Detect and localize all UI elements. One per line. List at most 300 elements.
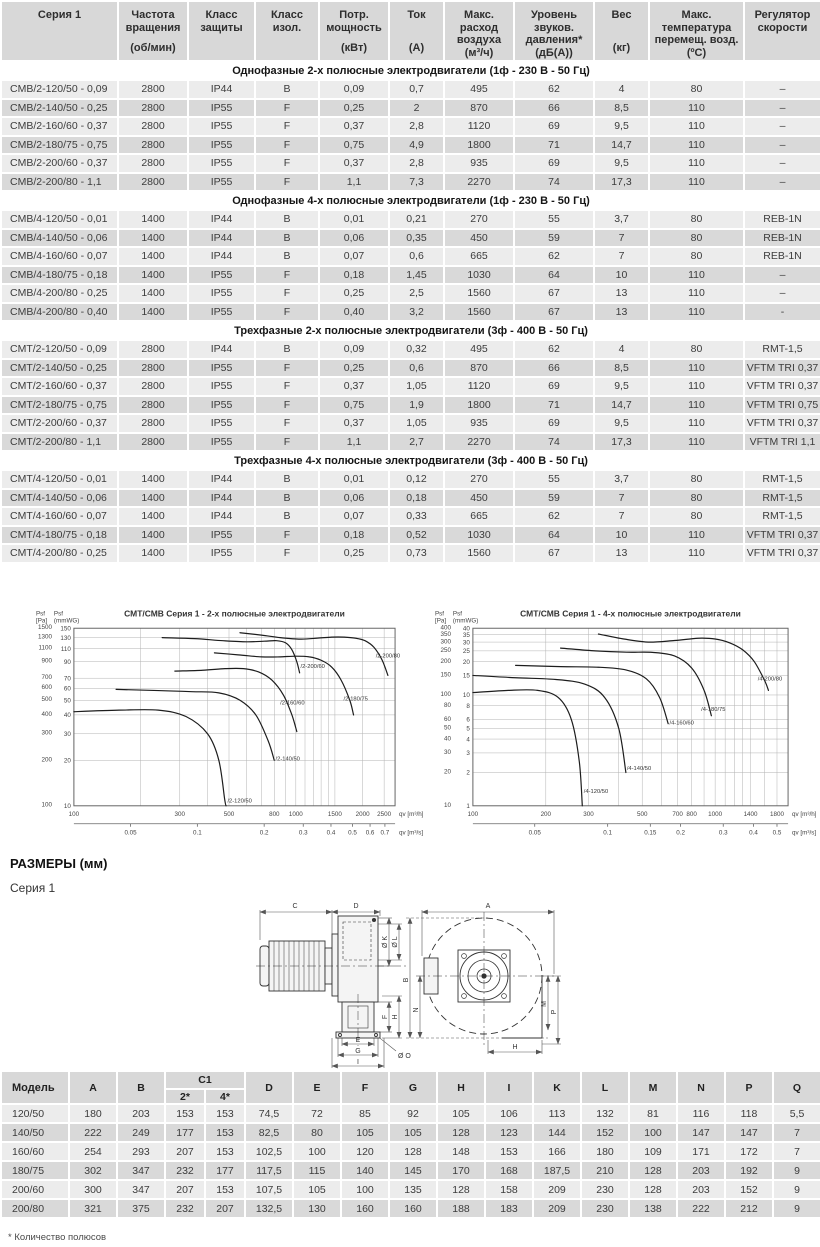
value-cell: 0,37 — [319, 377, 389, 396]
value-cell: 59 — [514, 489, 594, 508]
value-cell: 270 — [444, 470, 514, 489]
spec-col-header-10: Регулятор скорости — [744, 1, 820, 61]
value-cell: 110 — [649, 99, 744, 118]
curve-/4-140/50 — [473, 675, 626, 772]
dim-value-cell: 212 — [725, 1199, 773, 1218]
value-cell: 2800 — [118, 396, 188, 415]
dim-row — [1, 1142, 820, 1161]
value-cell: F — [255, 173, 319, 192]
value-cell: 1400 — [118, 470, 188, 489]
value-cell: VFTM TRI 0,75 — [744, 396, 820, 415]
y-tick-pa: 1500 — [37, 624, 52, 632]
model-cell: CMB/4-120/50 - 0,01 — [1, 210, 118, 229]
y-tick-pa: 900 — [41, 657, 52, 665]
value-cell: IP55 — [188, 526, 255, 545]
dim-col-header-G: G — [389, 1071, 437, 1104]
value-cell: 110 — [649, 433, 744, 452]
value-cell: F — [255, 433, 319, 452]
value-cell: 14,7 — [594, 396, 649, 415]
dim-value-cell: 153 — [205, 1180, 245, 1199]
value-cell: 80 — [649, 229, 744, 248]
spec-col-header-4: Потр. мощность (кВт) — [319, 1, 389, 61]
dim-value-cell: 232 — [165, 1161, 205, 1180]
dim-value-cell: 300 — [69, 1180, 117, 1199]
value-cell: 870 — [444, 99, 514, 118]
value-cell: 0,75 — [319, 136, 389, 155]
model-cell: CMB/2-160/60 - 0,37 — [1, 117, 118, 136]
bolt-hole-left — [339, 1034, 342, 1037]
value-cell: 0,6 — [389, 359, 444, 378]
spec-row — [1, 507, 820, 526]
value-cell: 0,07 — [319, 247, 389, 266]
value-cell: 2,8 — [389, 117, 444, 136]
value-cell: F — [255, 396, 319, 415]
dim-label-p: P — [551, 1009, 558, 1015]
value-cell: 110 — [649, 414, 744, 433]
dim-label-e: E — [355, 1037, 361, 1044]
chart-frame — [473, 628, 788, 806]
x-tick-m3h: 2500 — [377, 810, 392, 818]
dim-value-cell: 148 — [437, 1142, 485, 1161]
value-cell: 2270 — [444, 433, 514, 452]
value-cell: 13 — [594, 303, 649, 322]
performance-charts — [28, 604, 816, 846]
value-cell: 2800 — [118, 340, 188, 359]
spec-row — [1, 396, 820, 415]
dim-value-cell: 135 — [389, 1180, 437, 1199]
sizes-heading: РАЗМЕРЫ (мм) — [10, 856, 108, 871]
x-tick-m3h: 1000 — [288, 810, 303, 818]
dim-label-h-side: H — [392, 1014, 399, 1020]
dim-model-cell: 200/80 — [1, 1199, 69, 1218]
y-tick-mmwg: 5 — [466, 725, 470, 733]
value-cell: IP55 — [188, 284, 255, 303]
value-cell: 1400 — [118, 507, 188, 526]
y-tick-mmwg: 10 — [63, 802, 71, 810]
x-tick-m3h: 500 — [636, 810, 648, 818]
dim-value-cell: 130 — [293, 1199, 341, 1218]
value-cell: 110 — [649, 526, 744, 545]
value-cell: B — [255, 210, 319, 229]
value-cell: 2800 — [118, 377, 188, 396]
value-cell: – — [744, 136, 820, 155]
dim-value-cell: 128 — [629, 1180, 677, 1199]
value-cell: 62 — [514, 507, 594, 526]
value-cell: F — [255, 266, 319, 285]
value-cell: IP55 — [188, 173, 255, 192]
dim-value-cell: 109 — [629, 1142, 677, 1161]
value-cell: 80 — [649, 210, 744, 229]
value-cell: 2800 — [118, 173, 188, 192]
value-cell: 1800 — [444, 136, 514, 155]
value-cell: 13 — [594, 544, 649, 563]
value-cell: F — [255, 526, 319, 545]
y-tick-pa: 80 — [443, 701, 451, 709]
dim-value-cell: 123 — [485, 1123, 533, 1142]
chart-2pole — [28, 604, 423, 844]
dim-value-cell: 203 — [117, 1104, 165, 1123]
flange-bolt-4 — [502, 994, 507, 999]
model-cell: CMT/4-140/50 - 0,06 — [1, 489, 118, 508]
value-cell: 7 — [594, 229, 649, 248]
value-cell: VFTM TRI 1,1 — [744, 433, 820, 452]
x-tick-m3s: 0.2 — [259, 829, 269, 837]
value-cell: F — [255, 359, 319, 378]
dim-value-cell: 113 — [533, 1104, 581, 1123]
spec-row — [1, 489, 820, 508]
y-tick-mmwg: 4 — [466, 736, 470, 744]
dim-col-header-K: K — [533, 1071, 581, 1104]
y-axis-mm-caption: Psf — [53, 610, 63, 618]
y-tick-mmwg: 20 — [462, 658, 470, 666]
motor-spec-table — [0, 0, 820, 564]
y-tick-mmwg: 10 — [462, 692, 470, 700]
value-cell: – — [744, 173, 820, 192]
dim-value-cell: 116 — [677, 1104, 725, 1123]
model-cell: CMT/2-160/60 - 0,37 — [1, 377, 118, 396]
value-cell: VFTM TRI 0,37 — [744, 544, 820, 563]
dim-value-cell: 203 — [677, 1161, 725, 1180]
dim-row — [1, 1123, 820, 1142]
value-cell: 7 — [594, 489, 649, 508]
dim-value-cell: 153 — [205, 1104, 245, 1123]
spec-row — [1, 470, 820, 489]
motor-spec-table-section — [0, 0, 820, 564]
spec-row — [1, 266, 820, 285]
dimensions-table-section — [0, 1070, 820, 1219]
dim-value-cell: 144 — [533, 1123, 581, 1142]
value-cell: 1400 — [118, 247, 188, 266]
model-cell: CMT/2-140/50 - 0,25 — [1, 359, 118, 378]
value-cell: 2800 — [118, 117, 188, 136]
value-cell: 1400 — [118, 489, 188, 508]
spec-col-header-7: Уровень звуков. давления* (дБ(А)) — [514, 1, 594, 61]
y-tick-pa: 600 — [41, 684, 52, 692]
x-tick-m3h: 2000 — [355, 810, 370, 818]
y-tick-mmwg: 110 — [60, 645, 71, 653]
spec-col-header-6: Макс. расход воздуха (м³/ч) — [444, 1, 514, 61]
value-cell: 1400 — [118, 526, 188, 545]
dim-value-cell: 160 — [341, 1199, 389, 1218]
spec-col-header-5: Ток (А) — [389, 1, 444, 61]
curve-label: /4-180/75 — [701, 706, 726, 713]
mounting-flange — [332, 934, 338, 996]
section-title-row — [1, 61, 820, 80]
value-cell: IP44 — [188, 470, 255, 489]
y-tick-mmwg: 2 — [466, 769, 470, 777]
curve-label: /2-200/60 — [300, 663, 325, 670]
value-cell: 110 — [649, 284, 744, 303]
value-cell: 0,09 — [319, 80, 389, 99]
value-cell: RMT-1,5 — [744, 507, 820, 526]
dim-value-cell: 152 — [581, 1123, 629, 1142]
y-tick-pa: 400 — [440, 624, 451, 632]
poles-footnote: * Количество полюсов — [8, 1232, 107, 1243]
value-cell: – — [744, 80, 820, 99]
x-tick-m3s: 0.4 — [749, 829, 758, 837]
spec-row — [1, 173, 820, 192]
value-cell: B — [255, 247, 319, 266]
value-cell: 1400 — [118, 544, 188, 563]
dim-value-cell: 9 — [773, 1199, 820, 1218]
y-tick-mmwg: 3 — [466, 750, 470, 758]
y-axis-mm-unit: (mmWG) — [452, 617, 479, 625]
value-cell: 450 — [444, 489, 514, 508]
value-cell: 17,3 — [594, 173, 649, 192]
value-cell: 450 — [444, 229, 514, 248]
dim-value-cell: 128 — [437, 1123, 485, 1142]
value-cell: IP44 — [188, 507, 255, 526]
value-cell: 80 — [649, 489, 744, 508]
y-tick-mmwg: 30 — [462, 639, 470, 647]
dim-value-cell: 177 — [165, 1123, 205, 1142]
value-cell: IP55 — [188, 154, 255, 173]
spec-header-row — [1, 1, 820, 61]
spec-col-header-9: Макс. температура перемещ. возд. (ºС) — [649, 1, 744, 61]
model-cell: CMT/4-180/75 - 0,18 — [1, 526, 118, 545]
value-cell: – — [744, 154, 820, 173]
value-cell: 495 — [444, 340, 514, 359]
value-cell: 2,5 — [389, 284, 444, 303]
dim-value-cell: 153 — [485, 1142, 533, 1161]
value-cell: 69 — [514, 154, 594, 173]
dim-value-cell: 128 — [389, 1142, 437, 1161]
value-cell: 10 — [594, 526, 649, 545]
value-cell: 2800 — [118, 359, 188, 378]
value-cell: 4 — [594, 340, 649, 359]
dim-value-cell: 249 — [117, 1123, 165, 1142]
dim-value-cell: 128 — [629, 1161, 677, 1180]
y-tick-mmwg: 25 — [462, 648, 470, 656]
value-cell: 1800 — [444, 396, 514, 415]
flange-bolt-3 — [462, 994, 467, 999]
dim-label-d: D — [353, 903, 359, 910]
value-cell: 1,9 — [389, 396, 444, 415]
value-cell: B — [255, 229, 319, 248]
dim-value-cell: 115 — [293, 1161, 341, 1180]
value-cell: VFTM TRI 0,37 — [744, 414, 820, 433]
value-cell: 9,5 — [594, 154, 649, 173]
y-tick-mmwg: 20 — [63, 757, 71, 765]
y-tick-pa: 700 — [41, 674, 52, 682]
value-cell: VFTM TRI 0,37 — [744, 359, 820, 378]
dim-value-cell: 153 — [205, 1142, 245, 1161]
section-title-row — [1, 451, 820, 470]
flange-bolt-1 — [462, 954, 467, 959]
dim-value-cell: 177 — [205, 1161, 245, 1180]
dim-value-cell: 166 — [533, 1142, 581, 1161]
dim-value-cell: 222 — [677, 1199, 725, 1218]
dim-row — [1, 1104, 820, 1123]
dim-col-header-M: M — [629, 1071, 677, 1104]
y-tick-pa: 10 — [443, 802, 451, 810]
dim-model-cell: 200/60 — [1, 1180, 69, 1199]
value-cell: IP44 — [188, 80, 255, 99]
chart-title: СМТ/СМВ Серия 1 - 2-х полюсные электродвигатели — [124, 608, 345, 619]
value-cell: 3,7 — [594, 210, 649, 229]
y-tick-pa: 60 — [443, 715, 451, 723]
dim-col-header-C1: C1 — [165, 1071, 245, 1089]
dim-row — [1, 1199, 820, 1218]
value-cell: 4,9 — [389, 136, 444, 155]
dim-value-cell: 203 — [677, 1180, 725, 1199]
value-cell: VFTM TRI 0,37 — [744, 526, 820, 545]
value-cell: 62 — [514, 247, 594, 266]
value-cell: 0,32 — [389, 340, 444, 359]
x-tick-m3h: 100 — [467, 810, 479, 818]
value-cell: B — [255, 507, 319, 526]
dim-value-cell: 170 — [437, 1161, 485, 1180]
value-cell: – — [744, 266, 820, 285]
dim-model-cell: 180/75 — [1, 1161, 69, 1180]
y-tick-mmwg: 70 — [63, 675, 71, 683]
model-cell: CMT/2-180/75 - 0,75 — [1, 396, 118, 415]
chart-4pole — [427, 604, 816, 844]
x-tick-m3h: 200 — [540, 810, 552, 818]
value-cell: B — [255, 470, 319, 489]
y-tick-pa: 100 — [440, 691, 451, 699]
spec-row — [1, 247, 820, 266]
value-cell: 66 — [514, 99, 594, 118]
dim-value-cell: 209 — [533, 1180, 581, 1199]
section-title-row — [1, 191, 820, 210]
dim-label-g: G — [355, 1048, 361, 1055]
model-cell: CMT/4-160/60 - 0,07 — [1, 507, 118, 526]
spec-row — [1, 284, 820, 303]
curve-label: /4-120/50 — [583, 789, 609, 796]
value-cell: 2800 — [118, 414, 188, 433]
dim-label-ok: Ø K — [382, 935, 389, 949]
series-subheading: Серия 1 — [10, 881, 56, 895]
value-cell: 0,7 — [389, 80, 444, 99]
value-cell: – — [744, 99, 820, 118]
dim-label-c: C — [292, 903, 298, 910]
value-cell: 67 — [514, 284, 594, 303]
y-tick-pa: 40 — [443, 735, 451, 743]
x-tick-m3h: 1000 — [708, 810, 723, 818]
y-tick-mmwg: 40 — [462, 625, 470, 633]
y-tick-pa: 250 — [440, 647, 451, 655]
value-cell: 55 — [514, 470, 594, 489]
dim-value-cell: 132 — [581, 1104, 629, 1123]
value-cell: 935 — [444, 154, 514, 173]
model-cell: CMT/2-200/60 - 0,37 — [1, 414, 118, 433]
spec-row — [1, 303, 820, 322]
value-cell: 110 — [649, 117, 744, 136]
dim-label-n: N — [413, 1007, 420, 1013]
value-cell: F — [255, 377, 319, 396]
value-cell: REB-1N — [744, 210, 820, 229]
y-tick-mmwg: 15 — [462, 672, 470, 680]
y-tick-pa: 100 — [41, 801, 52, 809]
dim-model-header: Модель — [1, 1071, 69, 1104]
value-cell: RMT-1,5 — [744, 489, 820, 508]
value-cell: 0,01 — [319, 210, 389, 229]
dim-value-cell: 347 — [117, 1180, 165, 1199]
dim-value-cell: 209 — [533, 1199, 581, 1218]
spec-col-header-8: Вес (кг) — [594, 1, 649, 61]
dim-model-cell: 120/50 — [1, 1104, 69, 1123]
dim-value-cell: 147 — [677, 1123, 725, 1142]
value-cell: 110 — [649, 377, 744, 396]
y-tick-mmwg: 6 — [466, 716, 470, 724]
value-cell: IP55 — [188, 266, 255, 285]
value-cell: 1560 — [444, 303, 514, 322]
curve-label: /2-180/75 — [343, 696, 368, 703]
curve-/4-160/60 — [516, 665, 669, 723]
dim-value-cell: 183 — [485, 1199, 533, 1218]
dim-value-cell: 321 — [69, 1199, 117, 1218]
curve-label: /4-140/50 — [626, 766, 652, 773]
dim-value-cell: 7 — [773, 1123, 820, 1142]
spec-row — [1, 210, 820, 229]
value-cell: 1,1 — [319, 173, 389, 192]
dim-value-cell: 207 — [205, 1199, 245, 1218]
x-tick-m3h: 300 — [583, 810, 594, 818]
dim-value-cell: 168 — [485, 1161, 533, 1180]
value-cell: 74 — [514, 173, 594, 192]
spec-row — [1, 340, 820, 359]
dim-value-cell: 105 — [341, 1123, 389, 1142]
curve-label: /2-160/60 — [280, 700, 305, 707]
y-tick-mmwg: 35 — [462, 631, 470, 639]
section-title-row — [1, 321, 820, 340]
value-cell: 1,45 — [389, 266, 444, 285]
value-cell: 69 — [514, 414, 594, 433]
value-cell: B — [255, 80, 319, 99]
side-view — [256, 916, 406, 1046]
spec-row — [1, 414, 820, 433]
dim-label-b: B — [403, 977, 410, 983]
value-cell: 665 — [444, 507, 514, 526]
dim-value-cell: 107,5 — [245, 1180, 293, 1199]
spec-col-header-1: Частота вращения (об/мин) — [118, 1, 188, 61]
value-cell: F — [255, 117, 319, 136]
x-tick-m3s: 0.05 — [528, 829, 541, 837]
x-tick-m3s: 0.1 — [192, 829, 202, 837]
value-cell: F — [255, 284, 319, 303]
model-cell: CMT/4-120/50 - 0,01 — [1, 470, 118, 489]
dimensions-table — [0, 1070, 820, 1219]
value-cell: 0,06 — [319, 229, 389, 248]
dim-label-a: A — [485, 903, 491, 910]
value-cell: 1030 — [444, 266, 514, 285]
dim-value-cell: 192 — [725, 1161, 773, 1180]
value-cell: 1120 — [444, 117, 514, 136]
value-cell: 110 — [649, 544, 744, 563]
value-cell: 2270 — [444, 173, 514, 192]
value-cell: 0,75 — [319, 396, 389, 415]
value-cell: IP55 — [188, 433, 255, 452]
dim-value-cell: 207 — [165, 1180, 205, 1199]
value-cell: 0,37 — [319, 154, 389, 173]
dim-model-cell: 160/60 — [1, 1142, 69, 1161]
dim-value-cell: 254 — [69, 1142, 117, 1161]
value-cell: 2 — [389, 99, 444, 118]
dim-col-subheader: 2* — [165, 1089, 205, 1104]
value-cell: 2,7 — [389, 433, 444, 452]
x-tick-m3h: 500 — [223, 810, 235, 818]
x-tick-m3s: 0.6 — [365, 829, 375, 837]
value-cell: 1,05 — [389, 377, 444, 396]
value-cell: IP44 — [188, 229, 255, 248]
value-cell: IP44 — [188, 210, 255, 229]
value-cell: 665 — [444, 247, 514, 266]
spec-row — [1, 544, 820, 563]
model-cell: CMB/4-160/60 - 0,07 — [1, 247, 118, 266]
y-axis-pa-unit: [Pa] — [35, 617, 48, 625]
value-cell: 0,40 — [319, 303, 389, 322]
